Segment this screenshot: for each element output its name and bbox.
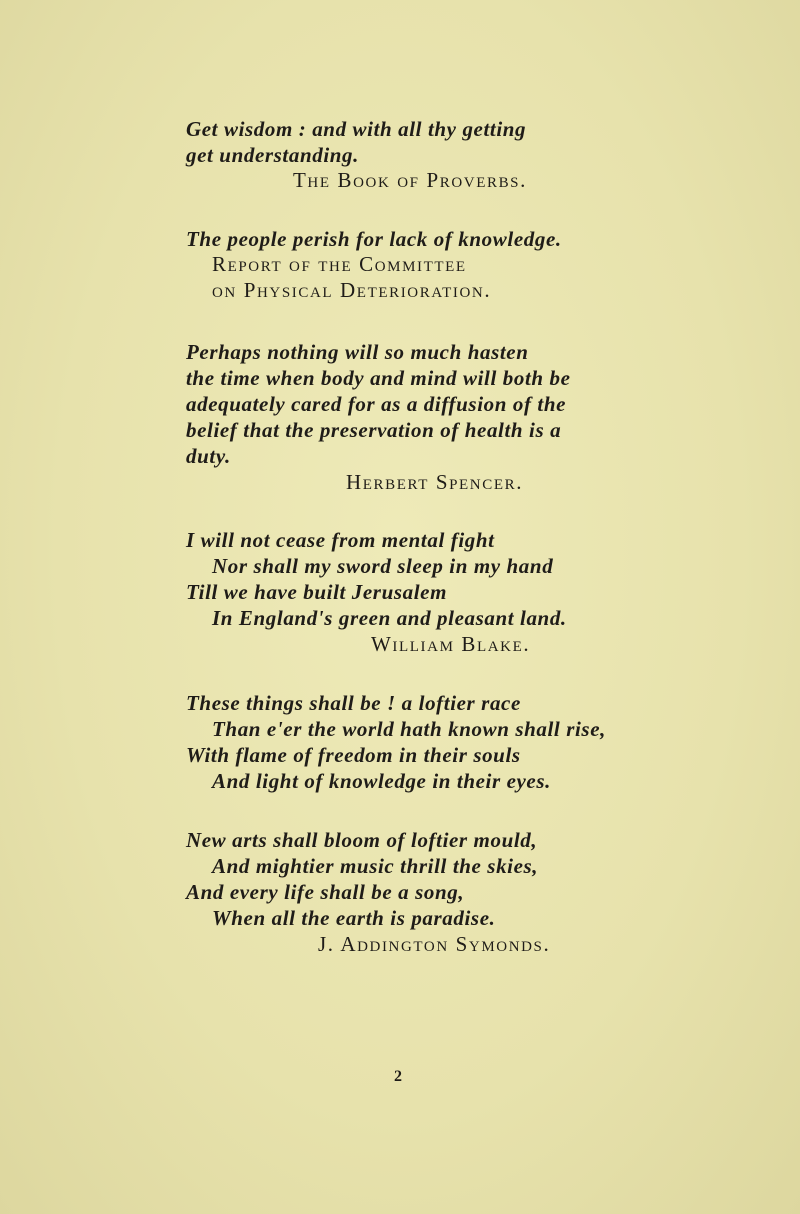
attribution: Herbert Spencer. [346, 470, 524, 494]
quote-line: And light of knowledge in their eyes. [212, 769, 551, 793]
quote-line: Nor shall my sword sleep in my hand [212, 554, 554, 578]
quote-line: adequately cared for as a diffusion of the [186, 392, 567, 416]
quote-line: The people perish for lack of knowledge. [186, 227, 562, 251]
attribution: The Book of Proverbs. [293, 168, 527, 192]
quote-line: New arts shall bloom of loftier mould, [186, 828, 538, 852]
quote-line: And every life shall be a song, [186, 880, 465, 904]
quote-line: When all the earth is paradise. [212, 906, 496, 930]
quote-line: In England's green and pleasant land. [212, 606, 567, 630]
quote-line: Perhaps nothing will so much hasten [186, 340, 529, 364]
quote-line: Than e'er the world hath known shall rise, [212, 717, 606, 741]
attribution: Report of the Committee [212, 252, 467, 276]
quote-line: These things shall be ! a loftier race [186, 691, 521, 715]
page-number: 2 [394, 1068, 402, 1085]
quote-line: belief that the preservation of health is a [186, 418, 562, 442]
attribution: on Physical Deterioration. [212, 278, 492, 302]
quote-line: And mightier music thrill the skies, [212, 854, 539, 878]
quote-line: the time when body and mind will both be [186, 366, 571, 390]
quote-line: Get wisdom : and with all thy getting [186, 117, 527, 141]
attribution: William Blake. [371, 632, 531, 656]
attribution: J. Addington Symonds. [318, 932, 551, 956]
quote-line: duty. [186, 444, 231, 468]
quote-line: Till we have built Jerusalem [186, 580, 448, 604]
quote-line: I will not cease from mental fight [186, 528, 495, 552]
quote-line: With flame of freedom in their souls [186, 743, 521, 767]
quote-line: get understanding. [186, 143, 360, 167]
